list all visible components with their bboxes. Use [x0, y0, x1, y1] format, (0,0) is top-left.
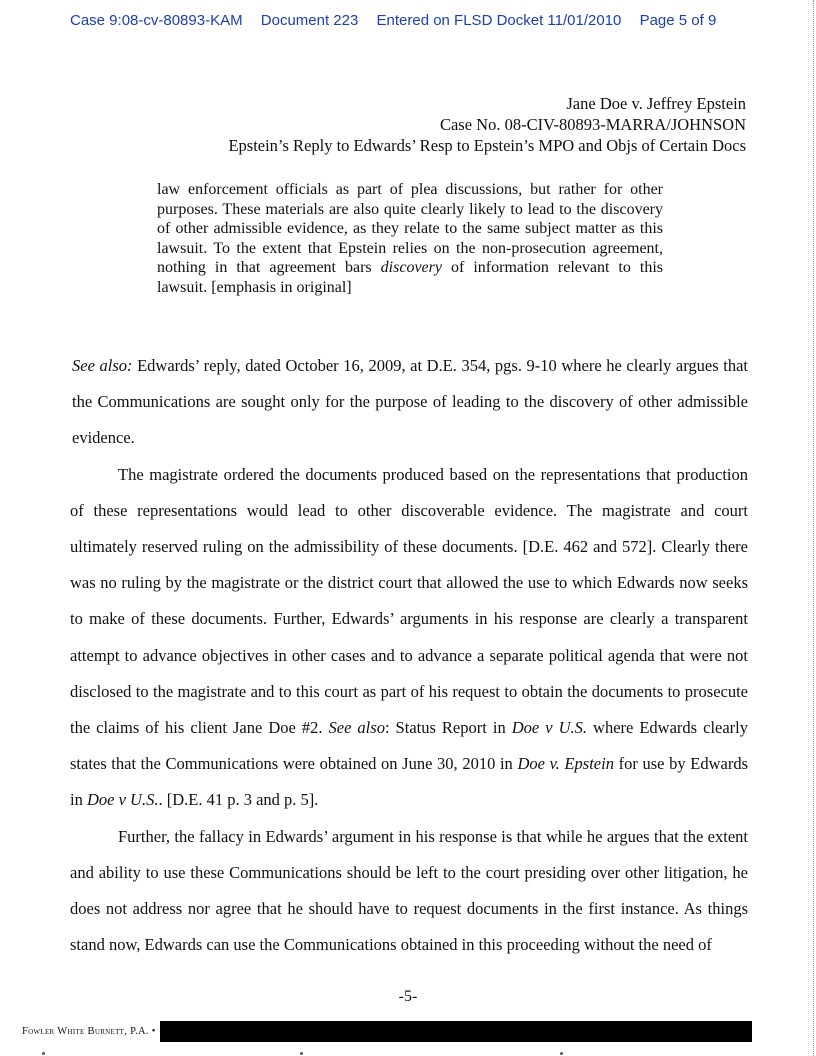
paragraph-2-text-e: . [D.E. 41 p. 3 and p. 5].: [158, 790, 319, 810]
footer: [22, 1022, 752, 1040]
caption-parties: Jane Doe v. Jeffrey Epstein: [566, 94, 746, 113]
body-text: [70, 348, 748, 963]
paragraph-2-text-b: : Status Report in: [384, 718, 512, 738]
ecf-case-number: Case 9:08-cv-80893-KAM: [70, 12, 243, 29]
ecf-entered-date: Entered on FLSD Docket 11/01/2010: [376, 12, 622, 29]
scan-edge-line: [810, 0, 814, 1056]
block-quote-text-2: of information relevant to this lawsuit. [emphasis in original]: [157, 259, 664, 296]
redaction-bar: [160, 1021, 752, 1042]
see-also-label: See also:: [72, 356, 133, 375]
paragraph-see-also: [70, 348, 748, 457]
ecf-header: [70, 12, 790, 29]
case-cite-doe-v-us-2: Doe v U.S.: [86, 790, 159, 810]
paragraph-1-text: Edwards’ reply, dated October 16, 2009, at D.E. 354, pgs. 9-10 where he clearly argues that the Communications are sought only for the purpose of leading to the discovery of other admissible evidence.: [72, 356, 748, 448]
ecf-page-count: Page 5 of 9: [639, 12, 717, 29]
paragraph-2: [70, 457, 748, 819]
scan-mark: [42, 1052, 45, 1055]
scan-mark: [560, 1052, 563, 1055]
ecf-document-number: Document 223: [260, 12, 359, 29]
paragraph-3: Further, the fallacy in Edwards’ argument in his response is that while he argues that the extent and ability to use these Communications should be left to the court presiding over other litigation, he does not address nor agree that he should have to request documents in the first instance. As things stand now, Edwards can use the Communications obtained in this proceeding without the need of: [70, 826, 748, 955]
scan-mark: [300, 1052, 303, 1055]
paragraph-2-see-also: See also: [328, 718, 385, 738]
block-quote: [157, 180, 663, 297]
scan-artifacts: [0, 1050, 816, 1056]
paragraph-2-text-a: The magistrate ordered the documents produced based on the representations that production of these representations would lead to other discoverable evidence. The magistrate and court ultimately reserved ruling on the admissibility of these documents. [D.E. 462 and 572]. Clearly there was no ruling by the magistrate or the district court that allowed the use to which Edwards now seeks to make of these documents. Further, Edwards’ arguments in his response are clearly a transparent attempt to advance objectives in other cases and to advance a separate political agenda that were not disclosed to the magistrate and to this court as part of his request to obtain the documents to prosecute the claims of his client Jane Doe #2.: [70, 464, 748, 738]
firm-name: Fowler White Burnett, P.A. •: [22, 1025, 156, 1037]
paragraph-2-text-d: for use by Edwards in: [70, 754, 748, 810]
case-caption: [228, 93, 746, 156]
page-number: -5-: [398, 988, 418, 1005]
caption-case-number: Case No. 08-CIV-80893-MARRA/JOHNSON: [439, 115, 746, 134]
block-quote-text-1: law enforcement officials as part of plea discussions, but rather for other purposes. These materials are also quite clearly likely to lead to the discovery of other admissible evidence, as they relate to the same subject matter as this lawsuit. To the extent that Epstein relies on the non-prosecution agreement, nothing in that agreement bars: [157, 181, 663, 276]
case-cite-doe-v-us: Doe v U.S.: [511, 718, 587, 738]
case-cite-doe-v-epstein: Doe v. Epstein: [517, 754, 614, 774]
block-quote-emphasis: discovery: [380, 259, 442, 276]
paragraph-2-text-c: where Edwards clearly states that the Communications were obtained on June 30, 2010 in: [70, 718, 748, 774]
caption-document-title: Epstein’s Reply to Edwards’ Resp to Epstein’s MPO and Objs of Certain Docs: [228, 136, 746, 155]
